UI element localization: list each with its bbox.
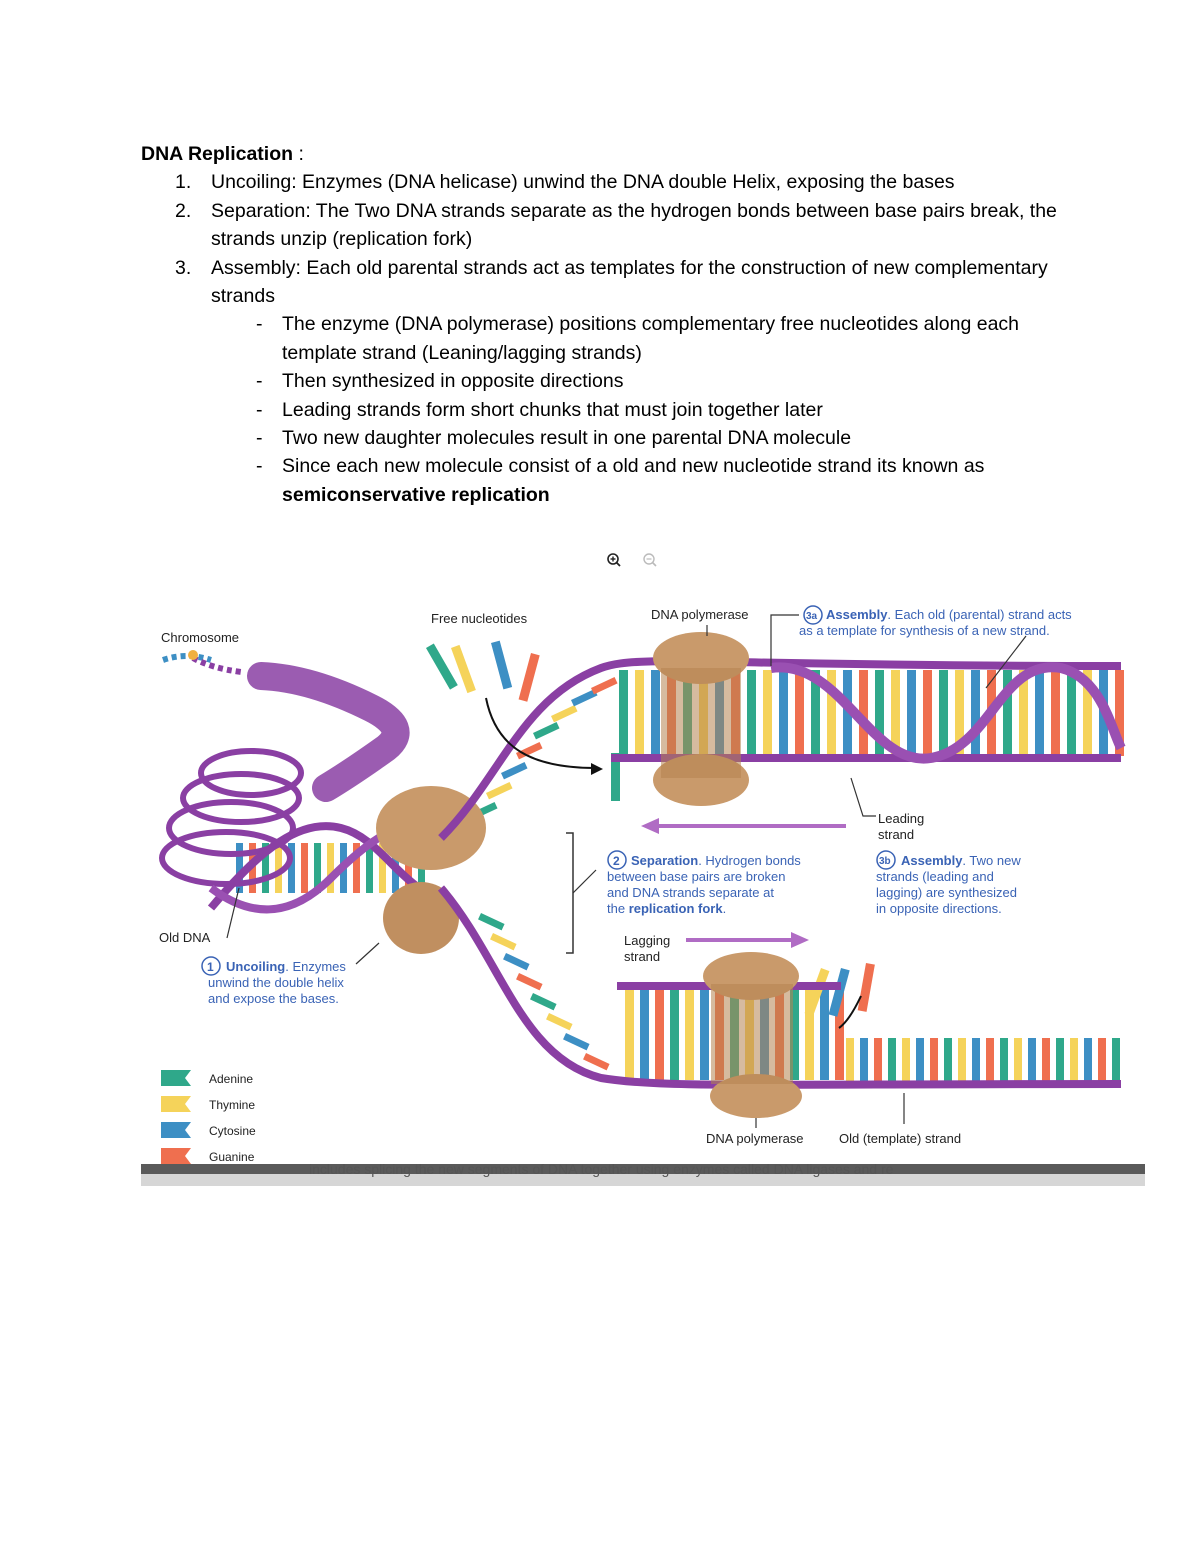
callout-1 bbox=[202, 957, 346, 1006]
bullet-text: Leading strands form short chunks that must join together later bbox=[282, 398, 823, 421]
callout-3a bbox=[799, 606, 1072, 638]
bullet-dash: - bbox=[256, 398, 263, 421]
steps-list bbox=[141, 168, 1071, 509]
bullet-dash: - bbox=[256, 455, 263, 478]
exposed-base bbox=[1084, 1038, 1092, 1082]
callout-2-line4-post: . bbox=[722, 901, 727, 916]
base-pair bbox=[795, 670, 804, 756]
exposed-base bbox=[1112, 1038, 1120, 1082]
exposed-base bbox=[1014, 1038, 1022, 1082]
old-template-label: Old (template) strand bbox=[839, 1131, 962, 1146]
fork-base bbox=[490, 933, 517, 950]
base-pair bbox=[635, 670, 644, 756]
dna-replication-figure bbox=[141, 588, 1145, 1188]
leading-label: Leading bbox=[878, 811, 925, 826]
legend-label: Adenine bbox=[209, 1072, 254, 1086]
zoom-out-icon[interactable] bbox=[644, 554, 656, 566]
sub-bullet-list bbox=[211, 310, 1071, 509]
callout-3a-line1 bbox=[826, 607, 1072, 622]
fork-base bbox=[516, 973, 543, 990]
callout-1-bold: Uncoiling bbox=[226, 959, 286, 974]
free-nucleotides-label: Free nucleotides bbox=[431, 611, 528, 626]
exposed-base bbox=[930, 1038, 938, 1082]
base-pair bbox=[655, 990, 664, 1080]
sub-bullet bbox=[211, 367, 1071, 395]
cut-off-caption: includes splicing the new segments of DNA together using enzymes called DNA ligases and re bbox=[309, 1161, 894, 1177]
notes-title-suffix: : bbox=[293, 143, 304, 165]
notes-section bbox=[141, 140, 1071, 509]
base-legend bbox=[161, 1070, 256, 1164]
base-pair bbox=[939, 670, 948, 756]
exposed-base bbox=[1070, 1038, 1078, 1082]
leading-strand-leader bbox=[851, 778, 876, 816]
legend-swatch bbox=[161, 1070, 191, 1086]
exposed-base bbox=[986, 1038, 994, 1082]
legend-label: Cytosine bbox=[209, 1124, 256, 1138]
callout-2-line4-bold: replication fork bbox=[628, 901, 723, 916]
base-pair bbox=[685, 990, 694, 1080]
fork-base bbox=[533, 722, 560, 739]
exposed-base bbox=[874, 1038, 882, 1082]
semiconservative-term: semiconservative replication bbox=[282, 483, 550, 506]
bullet-dash: - bbox=[256, 370, 263, 393]
bullet-dash: - bbox=[256, 427, 263, 450]
legend-label: Guanine bbox=[209, 1150, 255, 1164]
base-pair bbox=[779, 670, 788, 756]
fork-base bbox=[563, 1033, 590, 1050]
base-pair bbox=[1051, 670, 1060, 756]
callout-1-line1 bbox=[226, 959, 346, 974]
base-pair bbox=[651, 670, 660, 756]
separation-bracket bbox=[566, 833, 573, 953]
dna-polymerase-bottom-label: DNA polymerase bbox=[706, 1131, 804, 1146]
free-nucleotide bbox=[491, 641, 512, 690]
base-pair bbox=[1067, 670, 1076, 756]
leading-direction-arrow bbox=[641, 818, 846, 834]
fork-base bbox=[478, 913, 505, 930]
callout-3b-line2: strands (leading and bbox=[876, 869, 994, 884]
callout-2 bbox=[607, 851, 801, 916]
bullet-text: Two new daughter molecules result in one parental DNA molecule bbox=[282, 427, 852, 450]
exposed-base bbox=[860, 1038, 868, 1082]
base-pair bbox=[820, 990, 829, 1080]
base-pair bbox=[700, 990, 709, 1080]
callout-3b-line1 bbox=[901, 853, 1021, 868]
uncoiling-leader bbox=[356, 943, 379, 964]
step-item bbox=[141, 254, 1071, 510]
callout-3b-text1: . Two new bbox=[962, 853, 1021, 868]
fork-base bbox=[546, 1013, 573, 1030]
step-number: 3. bbox=[175, 256, 192, 279]
bullet-dash: - bbox=[256, 313, 263, 336]
callout-2-bold: Separation bbox=[631, 853, 699, 868]
sub-bullet bbox=[211, 452, 1071, 509]
exposed-base bbox=[902, 1038, 910, 1082]
callout-2-line4-pre: the bbox=[607, 901, 629, 916]
callout-3b bbox=[876, 851, 1021, 916]
dna-polymerase-top bbox=[653, 632, 749, 806]
sub-bullet bbox=[211, 424, 1071, 452]
bullet-text: The enzyme (DNA polymerase) positions complementary free nucleotides along each template strand (Leaning/lagging strands) bbox=[282, 313, 1020, 364]
dna-polymerase-bottom bbox=[703, 952, 802, 1118]
legend-label: Thymine bbox=[209, 1098, 256, 1112]
notes-title: DNA Replication bbox=[141, 143, 294, 165]
fork-base bbox=[551, 705, 578, 722]
dna-polymerase-top-label: DNA polymerase bbox=[651, 607, 749, 622]
free-nucleotide bbox=[829, 968, 850, 1017]
fork-base bbox=[583, 1053, 610, 1070]
callout-3b-line3: lagging) are synthesized bbox=[876, 885, 1017, 900]
callout-2-number: 2 bbox=[613, 854, 620, 868]
callout-1-number: 1 bbox=[207, 960, 214, 974]
callout-3b-line4: in opposite directions. bbox=[876, 901, 1002, 916]
fork-base bbox=[486, 782, 513, 799]
step-number: 2. bbox=[175, 199, 192, 222]
free-nucleotide bbox=[519, 653, 540, 702]
step-text: Assembly: Each old parental strands act as templates for the construction of new complementary strands bbox=[211, 256, 1048, 308]
leading-strand-label: strand bbox=[878, 827, 915, 842]
step-number: 1. bbox=[175, 171, 192, 194]
callout-1-line2: unwind the double helix bbox=[208, 975, 344, 990]
exposed-base bbox=[1028, 1038, 1036, 1082]
base-pair bbox=[747, 670, 756, 756]
exposed-base bbox=[1056, 1038, 1064, 1082]
base-pair bbox=[971, 670, 980, 756]
callout-3a-line2: as a template for synthesis of a new strand. bbox=[799, 623, 1050, 638]
base-pair bbox=[1035, 670, 1044, 756]
callout-3a-leader bbox=[771, 615, 799, 666]
base-pair bbox=[640, 990, 649, 1080]
lagging-direction-arrow bbox=[686, 932, 809, 948]
exposed-base bbox=[1042, 1038, 1050, 1082]
step-item bbox=[141, 168, 1071, 196]
step-text: Uncoiling: Enzymes (DNA helicase) unwind the DNA double Helix, exposing the bases bbox=[211, 171, 955, 194]
callout-3a-bold: Assembly bbox=[826, 607, 888, 622]
fork-base bbox=[530, 993, 557, 1010]
exposed-base bbox=[1000, 1038, 1008, 1082]
exposed-base bbox=[944, 1038, 952, 1082]
zoom-controls bbox=[606, 551, 666, 571]
legend-swatch bbox=[161, 1148, 191, 1164]
base-pair bbox=[763, 670, 772, 756]
base-pair bbox=[670, 990, 679, 1080]
base-pair bbox=[625, 990, 634, 1080]
fork-base bbox=[501, 762, 528, 779]
fork-base bbox=[503, 953, 530, 970]
lagging-label: Lagging bbox=[624, 933, 671, 948]
chromosome-icon bbox=[163, 650, 241, 672]
exposed-base bbox=[916, 1038, 924, 1082]
fork-base bbox=[591, 677, 618, 694]
exposed-base bbox=[972, 1038, 980, 1082]
bullet-text: Then synthesized in opposite directions bbox=[282, 370, 624, 393]
legend-swatch bbox=[161, 1096, 191, 1112]
callout-1-line3: and expose the bases. bbox=[208, 991, 339, 1006]
chromosome-label: Chromosome bbox=[161, 630, 240, 645]
exposed-base bbox=[888, 1038, 896, 1082]
bullet-text: Since each new molecule consist of a old and new nucleotide strand its known as bbox=[282, 455, 985, 478]
exposed-base bbox=[958, 1038, 966, 1082]
exposed-base bbox=[1098, 1038, 1106, 1082]
callout-2-line1 bbox=[631, 853, 801, 868]
callout-2-line3: and DNA strands separate at bbox=[607, 885, 774, 900]
callout-2-line4 bbox=[607, 901, 726, 916]
old-dna-label: Old DNA bbox=[159, 930, 211, 945]
separation-bracket-line bbox=[573, 870, 596, 893]
base-pair bbox=[301, 843, 308, 893]
base-pair bbox=[619, 670, 628, 756]
sub-bullet bbox=[211, 310, 1071, 367]
notes-heading bbox=[141, 140, 1071, 168]
callout-3b-bold: Assembly bbox=[901, 853, 963, 868]
free-nucleotide bbox=[858, 963, 875, 1012]
callout-3a-number: 3a bbox=[806, 611, 818, 622]
callout-2-text1: . Hydrogen bonds bbox=[698, 853, 801, 868]
sub-bullet bbox=[211, 396, 1071, 424]
callout-3a-text1: . Each old (parental) strand acts bbox=[887, 607, 1072, 622]
step-text: Separation: The Two DNA strands separate as the hydrogen bonds between base pairs break, the strands unzip (replication fork) bbox=[211, 199, 1057, 251]
pointer-arrowhead bbox=[591, 763, 603, 775]
lagging-strand-label: strand bbox=[624, 949, 661, 964]
callout-2-line2: between base pairs are broken bbox=[607, 869, 786, 884]
exposed-base bbox=[846, 1038, 854, 1082]
base-pair bbox=[907, 670, 916, 756]
callout-1-text1: . Enzymes bbox=[285, 959, 346, 974]
zoom-in-icon[interactable] bbox=[608, 554, 620, 566]
callout-3b-number: 3b bbox=[879, 856, 891, 867]
step-item bbox=[141, 197, 1071, 254]
base-pair bbox=[923, 670, 932, 756]
legend-swatch bbox=[161, 1122, 191, 1138]
